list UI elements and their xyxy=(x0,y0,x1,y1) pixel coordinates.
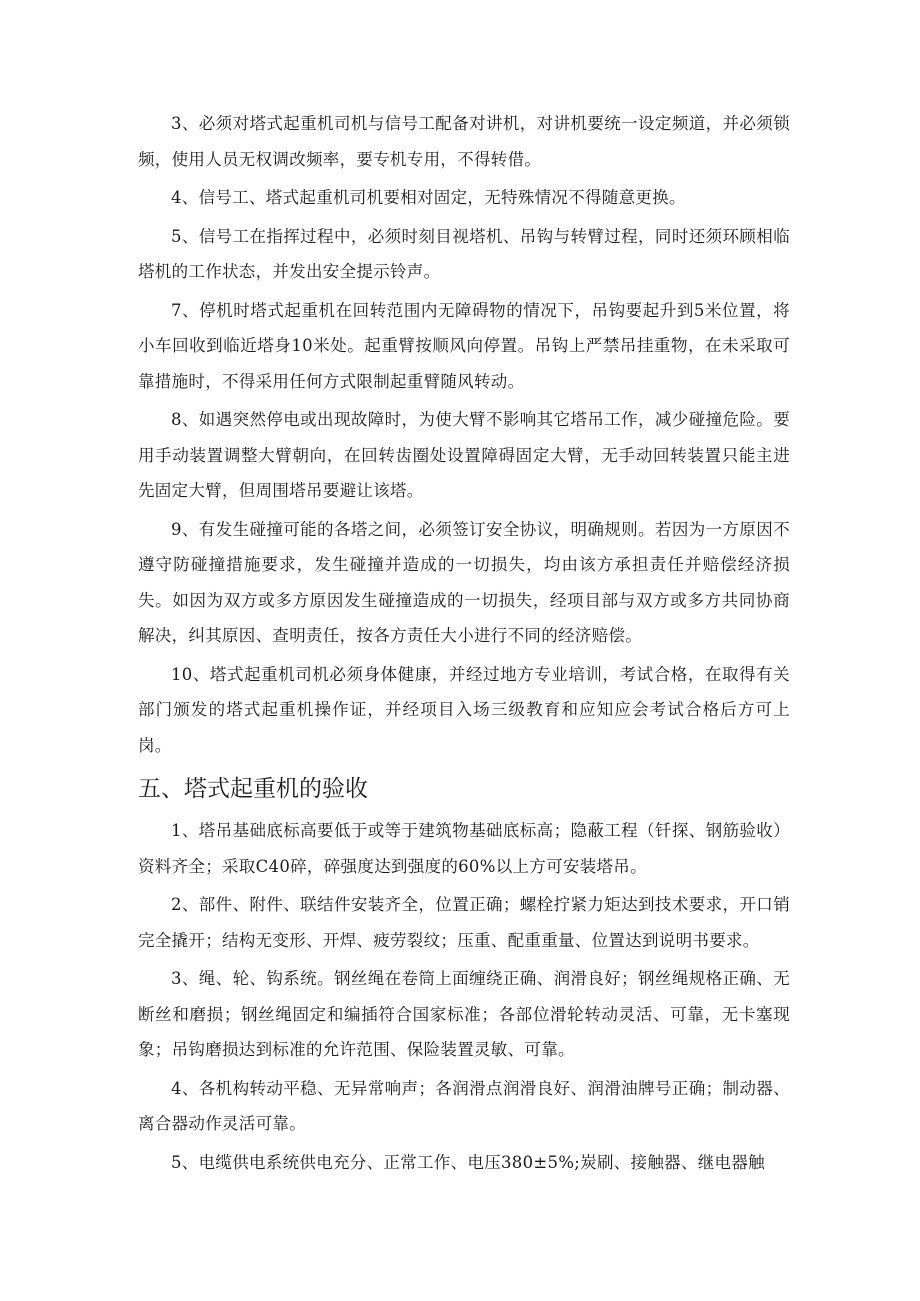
paragraph-item-10: 10、塔式起重机司机必须身体健康，并经过地方专业培训，考试合格，在取得有关部门颁发的塔式起重机操作证，并经项目入场三级教育和应知应会考试合格后方可上岗。 xyxy=(138,664,790,755)
acceptance-item-5: 5、电缆供电系统供电充分、正常工作、电压380±5%;炭刷、接触器、继电器触 xyxy=(171,1152,765,1172)
acceptance-item-4: 4、各机构转动平稳、无异常响声；各润滑点润滑良好、润滑油牌号正确；制动器、离合器动作灵活可靠。 xyxy=(138,1078,790,1133)
document-page xyxy=(138,106,790,1183)
acceptance-item-1: 1、塔吊基础底标高要低于或等于建筑物基础底标高；隐蔽工程（钎探、钢筋验收）资料齐全；采取C40碎，碎强度达到强度的60%以上方可安装塔吊。 xyxy=(138,821,790,876)
acceptance-item-2: 2、部件、附件、联结件安装齐全，位置正确；螺栓拧紧力矩达到技术要求，开口销完全撬开；结构无变形、开焊、疲劳裂纹；压重、配重重量、位置达到说明书要求。 xyxy=(138,895,790,950)
section-heading: 五、塔式起重机的验收 xyxy=(138,776,368,802)
paragraph-item-9: 9、有发生碰撞可能的各塔之间，必须签订安全协议，明确规则。若因为一方原因不遵守防碰撞措施要求，发生碰撞并造成的一切损失，均由该方承担责任并赔偿经济损失。如因为双方或多方原因发生碰撞造成的一切损失，经项目部与双方或多方共同协商解决，纠其原因、查明责任，按各方责任大小进行不同的经济赔偿。 xyxy=(138,519,790,645)
paragraph-item-8: 8、如遇突然停电或出现故障时，为使大臂不影响其它塔吊工作，减少碰撞危险。要用手动装置调整大臂朝向，在回转齿圈处设置障碍固定大臂，无手动回转装置只能主进先固定大臂，但周围塔吊要避让该塔。 xyxy=(138,410,790,500)
paragraph-item-5: 5、信号工在指挥过程中，必须时刻目视塔机、吊钩与转臂过程，同时还须环顾相临塔机的工作状态，并发出安全提示铃声。 xyxy=(138,226,790,281)
paragraph-item-7: 7、停机时塔式起重机在回转范围内无障碍物的情况下，吊钩要起升到5米位置，将小车回收到临近塔身10米处。起重臂按顺风向停置。吊钩上严禁吊挂重物，在未采取可靠措施时，不得采用任何方式限制起重臂随风转动。 xyxy=(138,300,790,391)
paragraph-item-4: 4、信号工、塔式起重机司机要相对固定，无特殊情况不得随意更换。 xyxy=(171,188,686,207)
paragraph-item-3: 3、必须对塔式起重机司机与信号工配备对讲机，对讲机要统一设定频道，并必须锁频，使用人员无权调改频率，要专机专用，不得转借。 xyxy=(138,114,790,169)
acceptance-item-3: 3、绳、轮、钩系统。钢丝绳在卷筒上面缠绕正确、润滑良好；钢丝绳规格正确、无断丝和磨损；钢丝绳固定和编插符合国家标准；各部位滑轮转动灵活、可靠，无卡塞现象；吊钩磨损达到标准的允许范围、保险装置灵敏、可靠。 xyxy=(138,969,790,1059)
